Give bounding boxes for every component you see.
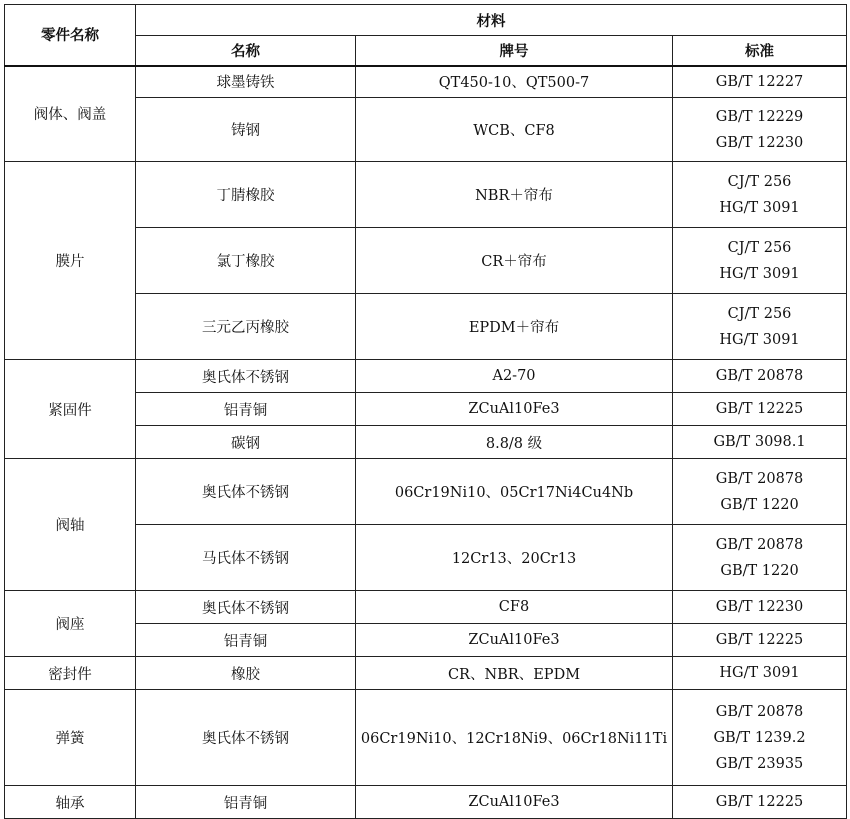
table-row — [5, 66, 847, 98]
standard-line: GB/T 3098.1 — [713, 434, 806, 450]
standard-line: HG/T 3091 — [719, 665, 800, 681]
standard-cell — [673, 162, 847, 228]
part-name-cell: 阀体、阀盖 — [5, 66, 136, 162]
grade-cell: 06Cr19Ni10、05Cr17Ni4Cu4Nb — [356, 459, 673, 525]
standard-cell — [673, 426, 847, 459]
table-row — [5, 360, 847, 393]
part-name-cell: 弹簧 — [5, 690, 136, 786]
standard-cell — [673, 591, 847, 624]
material-name-cell: 马氏体不锈钢 — [136, 525, 356, 591]
table-row — [5, 162, 847, 228]
standard-cell — [673, 459, 847, 525]
material-name-cell: 碳钢 — [136, 426, 356, 459]
standard-cell — [673, 786, 847, 819]
standard-line: GB/T 12230 — [715, 134, 804, 151]
grade-cell: 8.8/8 级 — [356, 426, 673, 459]
grade-cell: ZCuAl10Fe3 — [356, 786, 673, 819]
standard-line: GB/T 23935 — [715, 755, 804, 772]
standard-line: HG/T 3091 — [719, 199, 800, 216]
standard-line: GB/T 12225 — [715, 401, 804, 417]
part-name-cell: 轴承 — [5, 786, 136, 819]
standard-line: CJ/T 256 — [727, 239, 792, 256]
table-row — [5, 657, 847, 690]
material-name-cell: 三元乙丙橡胶 — [136, 294, 356, 360]
standard-cell — [673, 690, 847, 786]
header-material: 材料 — [136, 5, 847, 36]
part-name-cell: 密封件 — [5, 657, 136, 690]
table-row — [5, 690, 847, 786]
standard-line: GB/T 12225 — [715, 632, 804, 648]
grade-cell: QT450-10、QT500-7 — [356, 66, 673, 98]
grade-cell: CF8 — [356, 591, 673, 624]
table-row — [5, 459, 847, 525]
material-name-cell: 铝青铜 — [136, 786, 356, 819]
standard-cell — [673, 228, 847, 294]
standard-cell — [673, 525, 847, 591]
standard-cell — [673, 624, 847, 657]
materials-table — [4, 4, 847, 819]
standard-line: GB/T 12227 — [715, 73, 804, 90]
part-name-cell: 紧固件 — [5, 360, 136, 459]
material-name-cell: 丁腈橡胶 — [136, 162, 356, 228]
table-row — [5, 786, 847, 819]
standard-line: CJ/T 256 — [727, 173, 792, 190]
grade-cell: CR＋帘布 — [356, 228, 673, 294]
standard-line: GB/T 20878 — [715, 470, 804, 487]
material-name-cell: 奥氏体不锈钢 — [136, 591, 356, 624]
standard-line: GB/T 1239.2 — [713, 729, 806, 746]
material-name-cell: 奥氏体不锈钢 — [136, 459, 356, 525]
material-name-cell: 奥氏体不锈钢 — [136, 360, 356, 393]
table-row — [5, 591, 847, 624]
header-col-name: 名称 — [136, 36, 356, 66]
material-name-cell: 橡胶 — [136, 657, 356, 690]
standard-cell — [673, 360, 847, 393]
material-name-cell: 铸钢 — [136, 98, 356, 162]
standard-cell — [673, 294, 847, 360]
standard-line: GB/T 1220 — [720, 496, 799, 513]
standard-cell — [673, 657, 847, 690]
grade-cell: 12Cr13、20Cr13 — [356, 525, 673, 591]
part-name-cell: 阀轴 — [5, 459, 136, 591]
material-name-cell: 球墨铸铁 — [136, 66, 356, 98]
part-name-cell: 阀座 — [5, 591, 136, 657]
header-row-1 — [5, 5, 847, 36]
grade-cell: A2-70 — [356, 360, 673, 393]
standard-cell — [673, 98, 847, 162]
grade-cell: 06Cr19Ni10、12Cr18Ni9、06Cr18Ni11Ti — [356, 690, 673, 786]
standard-line: GB/T 20878 — [715, 703, 804, 720]
material-name-cell: 铝青铜 — [136, 393, 356, 426]
standard-line: GB/T 12230 — [715, 599, 804, 615]
material-name-cell: 铝青铜 — [136, 624, 356, 657]
standard-line: GB/T 1220 — [720, 562, 799, 579]
standard-line: HG/T 3091 — [719, 265, 800, 282]
grade-cell: EPDM＋帘布 — [356, 294, 673, 360]
grade-cell: ZCuAl10Fe3 — [356, 393, 673, 426]
standard-line: GB/T 12229 — [715, 108, 804, 125]
standard-line: GB/T 20878 — [715, 536, 804, 553]
standard-line: CJ/T 256 — [727, 305, 792, 322]
standard-line: HG/T 3091 — [719, 331, 800, 348]
part-name-cell: 膜片 — [5, 162, 136, 360]
material-name-cell: 氯丁橡胶 — [136, 228, 356, 294]
header-part-name: 零件名称 — [5, 5, 136, 66]
standard-line: GB/T 20878 — [715, 368, 804, 384]
standard-cell — [673, 66, 847, 98]
grade-cell: CR、NBR、EPDM — [356, 657, 673, 690]
grade-cell: ZCuAl10Fe3 — [356, 624, 673, 657]
header-col-standard: 标准 — [673, 36, 847, 66]
header-col-grade: 牌号 — [356, 36, 673, 66]
standard-cell — [673, 393, 847, 426]
grade-cell: WCB、CF8 — [356, 98, 673, 162]
material-name-cell: 奥氏体不锈钢 — [136, 690, 356, 786]
standard-line: GB/T 12225 — [715, 794, 804, 810]
grade-cell: NBR＋帘布 — [356, 162, 673, 228]
